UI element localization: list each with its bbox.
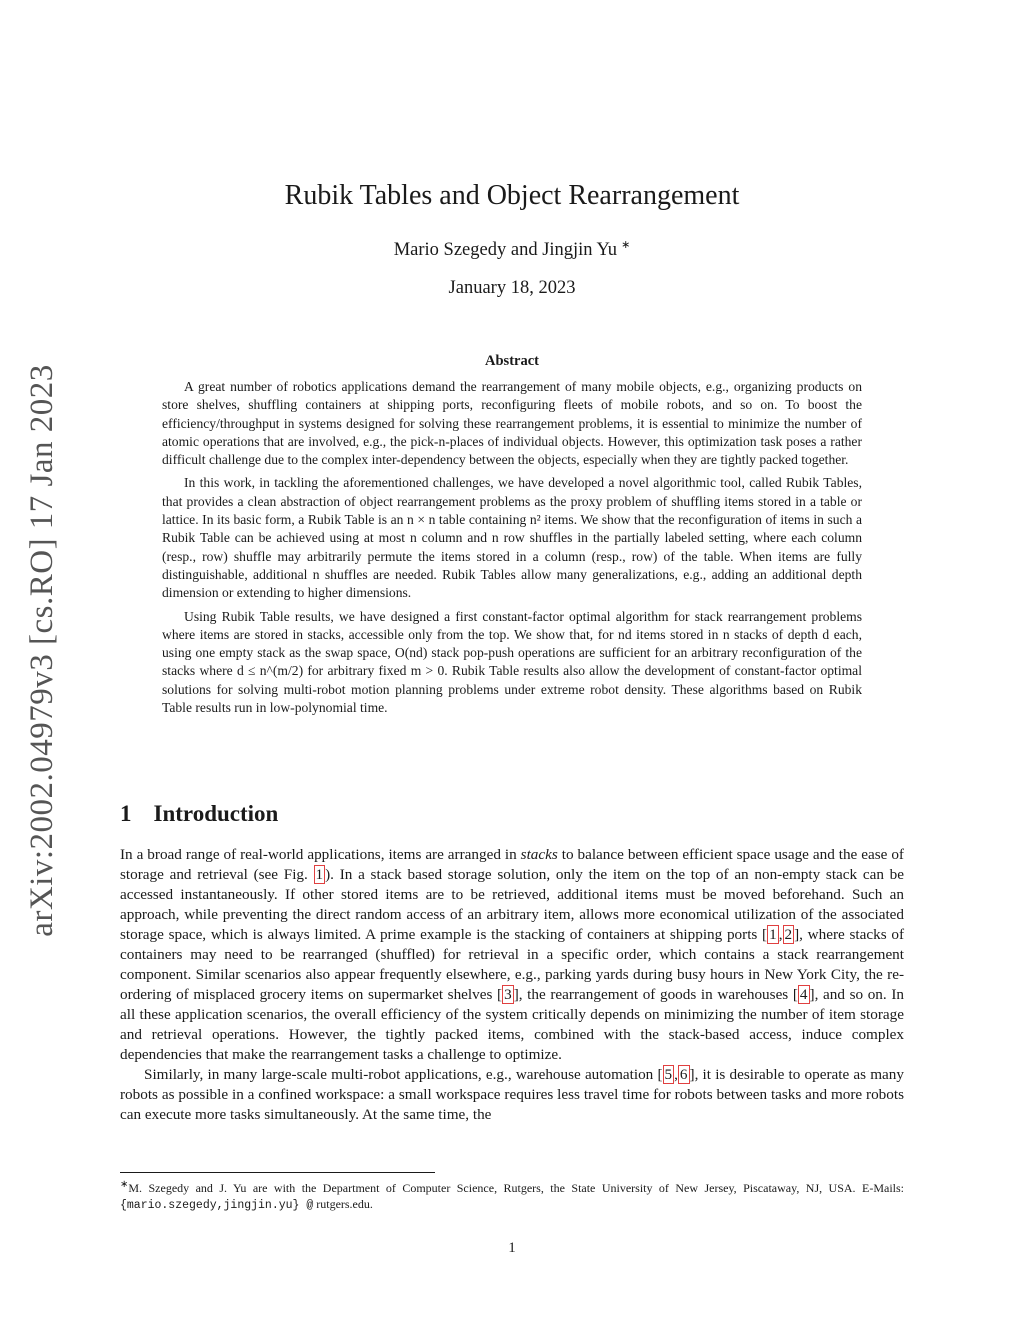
footnote: ∗M. Szegedy and J. Yu are with the Department of Computer Science, Rutgers, the State University of New Jersey, Piscataway, NJ, USA. E-Mails: {mario.szegedy,jingjin.yu} @ rutgers.edu. bbox=[120, 1179, 904, 1212]
citation-link[interactable]: 5 bbox=[664, 1066, 673, 1083]
citation-link[interactable]: 4 bbox=[799, 986, 808, 1003]
author-footnote-mark: ∗ bbox=[621, 239, 631, 251]
intro-paragraph-1: In a broad range of real-world applications, items are arranged in stacks to balance between efficient space usage and the ease of storage and retrieval (see Fig. 1 ). In a stack based storage solution, only the item on the top of an non-empty stack can be accessed instantaneously. If other stored items are to be retrieved, additional items must be moved beforehand. Such an approach, while preventing the direct random access of an arbitrary item, allows more economical utilization of the associated storage space, which is always limited. A prime example is the stacking of containers at shipping ports [ 1 , 2 ], where stacks of containers may need to be rearranged (shuffled) for retrieval in a specific order, which contains a stack rearrangement component. Similar scenarios also appear frequently elsewhere, e.g., parking yards during busy hours in New York City, the re-ordering of misplaced grocery items on supermarket shelves [ 3 ], the rearrangement of goods in warehouses [ 4 ], and so on. In all these application scenarios, the overall efficiency of the system critically depends on minimizing the number of item storage and retrieval operations. However, the tightly packed items, combined with the stack-based access, induce complex dependencies that make the rearrangement tasks a challenge to optimize. bbox=[120, 846, 904, 1063]
citation-link[interactable]: 6 bbox=[679, 1066, 688, 1083]
paper-authors bbox=[0, 238, 1024, 261]
section-title: Introduction bbox=[153, 801, 279, 826]
footnote-mark: ∗ bbox=[120, 1179, 129, 1190]
section-heading bbox=[120, 801, 278, 827]
abstract-paragraph-1: A great number of robotics applications demand the rearrangement of many mobile objects, e.g., organizing products on store shelves, shuffling containers at shipping ports, reconfiguring fleets of mobile robots, and so on. To boost the efficiency/throughput in systems designed for solving these rearrangement problems, it is essential to minimize the number of atomic operations that are involved, e.g., the pick-n-places of individual objects. However, this optimization task poses a rather difficult challenge due to the complex inter-dependency between the objects, especially when they are tightly packed together. bbox=[162, 379, 862, 468]
footnote-emails: {mario.szegedy,jingjin.yu} @ bbox=[120, 1199, 314, 1212]
abstract-paragraph-2: In this work, in tackling the aforementioned challenges, we have developed a novel algorithmic tool, called Rubik Tables, that provides a clean abstraction of object rearrangement problems as the proxy problem of shuffling items stored in a table or lattice. In its basic form, a Rubik Table is an n × n table containing n² items. We show that the reconfiguration of items in such a Rubik Table can be achieved using at most n column and n row shuffles in the partially labeled setting, where each column (resp., row) shuffle may arbitrarily permute the items stored in a column (resp., row) of the table. When items are fully distinguishable, additional n shuffles are needed. Rubik Tables allow many generalizations, e.g., adding an additional depth dimension or extending to higher dimensions. bbox=[162, 475, 862, 601]
footnote-divider bbox=[120, 1172, 435, 1173]
paper-title: Rubik Tables and Object Rearrangement bbox=[284, 180, 740, 211]
section-number: 1 bbox=[120, 801, 132, 826]
abstract-paragraph-3: Using Rubik Table results, we have designed a first constant-factor optimal algorithm for stack rearrangement problems where items are stored in stacks, accessible only from the top. We show that, for nd items stored in n stacks of depth d each, using one empty stack as the swap space, O(nd) stack pop-push operations are sufficient for an arbitrary reconfiguration of the stacks where d ≤ n^(m/2) for arbitrary fixed m > 0. Rubik Table results also allow the development of constant-factor optimal solutions for solving multi-robot motion planning problems under extreme robot density. These algorithms based on Rubik Table results run in low-polynomial time. bbox=[162, 608, 862, 716]
abstract-body bbox=[162, 378, 862, 722]
citation-link[interactable]: 3 bbox=[504, 986, 512, 1003]
page-number: 1 bbox=[508, 1240, 516, 1256]
citation-link[interactable]: 1 bbox=[769, 926, 777, 943]
author-names: Mario Szegedy and Jingjin Yu bbox=[393, 240, 618, 261]
abstract-heading: Abstract bbox=[485, 353, 539, 369]
figure-link[interactable]: 1 bbox=[315, 866, 324, 883]
arxiv-identifier-text: arXiv:2002.04979v3 [cs.RO] 17 Jan 2023 bbox=[23, 363, 60, 937]
introduction-body bbox=[120, 845, 904, 1125]
paper-date: January 18, 2023 bbox=[448, 278, 576, 298]
arxiv-identifier bbox=[22, 360, 62, 940]
intro-paragraph-2: Similarly, in many large-scale multi-robot applications, e.g., warehouse automation [ 5 , 6 ], it is desirable to operate as many robots as possible in a confined workspace: a small workspace requires less travel time for robots between tasks and more robots can execute more tasks simultaneously. At the same time, the bbox=[120, 1066, 904, 1123]
emphasis-stacks: stacks bbox=[520, 846, 558, 863]
citation-link[interactable]: 2 bbox=[784, 926, 793, 943]
